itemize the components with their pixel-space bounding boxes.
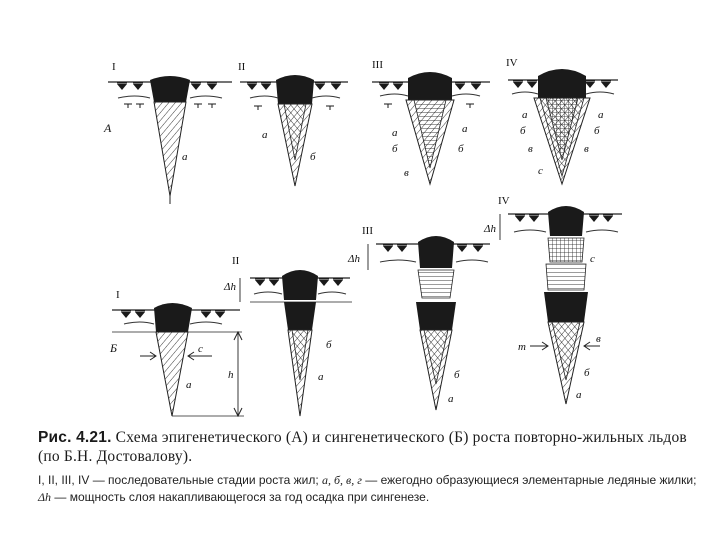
label-m: m xyxy=(518,341,526,353)
label-b: б xyxy=(454,369,460,381)
label-a: а xyxy=(392,127,398,139)
stage-label: I xyxy=(116,289,120,301)
wedge-a-stage-3 xyxy=(372,59,490,184)
label-b: б xyxy=(584,367,590,379)
label-a: а xyxy=(182,151,188,163)
label-s: с xyxy=(590,253,595,265)
label-h: h xyxy=(228,369,234,381)
wedge-a-stage-1 xyxy=(108,61,232,204)
label-b: б xyxy=(594,125,600,137)
legend-dh: Δh xyxy=(38,490,52,504)
label-b: б xyxy=(458,143,464,155)
label-s: с xyxy=(538,165,543,177)
label-v: в xyxy=(584,143,589,155)
wedge-a-stage-4 xyxy=(506,57,618,184)
wedge-b-stage-2 xyxy=(223,255,352,416)
label-b: б xyxy=(310,151,316,163)
label-a: а xyxy=(598,109,604,121)
figure-legend: I, II, III, IV — последовательные стадии роста жил; а, б, в, г — ежегодно образующиеся элементарные ледяные жилки; Δh — мощность слоя накапливающегося за год осадка при сингенезе. xyxy=(38,473,697,504)
label-v: в xyxy=(528,143,533,155)
wedge-b-stage-1 xyxy=(112,289,244,416)
stage-label: III xyxy=(362,225,373,237)
stage-label: III xyxy=(372,59,383,71)
figure-caption xyxy=(38,428,698,466)
label-dh: Δh xyxy=(484,223,496,235)
stage-label: II xyxy=(238,61,246,73)
legend-letters: а, б, в, г xyxy=(322,473,362,487)
caption-label: Рис. 4.21. xyxy=(38,429,112,446)
label-v: в xyxy=(596,333,601,345)
stage-label: I xyxy=(112,61,116,73)
label-a: а xyxy=(318,371,324,383)
label-dh: Δh xyxy=(348,253,360,265)
row-a-tag: А xyxy=(104,121,112,135)
legend-stages-text: последовательные стадии роста жил; xyxy=(108,473,319,487)
stage-label: IV xyxy=(498,195,510,207)
wedge-a-stage-2 xyxy=(238,61,348,186)
wedge-b-stage-3 xyxy=(347,225,490,410)
label-dh: Δh xyxy=(224,281,236,293)
label-a: а xyxy=(522,109,528,121)
legend-dh-text: мощность слоя накапливающегося за год осадка при сингенезе. xyxy=(69,490,430,504)
label-b: б xyxy=(520,125,526,137)
label-a: а xyxy=(448,393,454,405)
label-b: б xyxy=(392,143,398,155)
label-a: а xyxy=(576,389,582,401)
label-a: а xyxy=(186,379,192,391)
label-v: в xyxy=(404,167,409,179)
caption-title: Схема эпигенетического (А) и сингенетического (Б) роста повторно-жильных льдов (по Б.Н. Достовалову). xyxy=(38,429,687,465)
stage-label: IV xyxy=(506,57,518,69)
label-c: c xyxy=(198,343,203,355)
row-b-tag: Б xyxy=(110,341,118,355)
label-a: а xyxy=(262,129,268,141)
stage-label: II xyxy=(232,255,240,267)
label-a: а xyxy=(462,123,468,135)
wedge-b-stage-4 xyxy=(483,195,622,404)
label-b: б xyxy=(326,339,332,351)
legend-stages: I, II, III, IV xyxy=(38,473,90,487)
legend-letters-text: ежегодно образующиеся элементарные ледяные жилки; xyxy=(380,473,697,487)
